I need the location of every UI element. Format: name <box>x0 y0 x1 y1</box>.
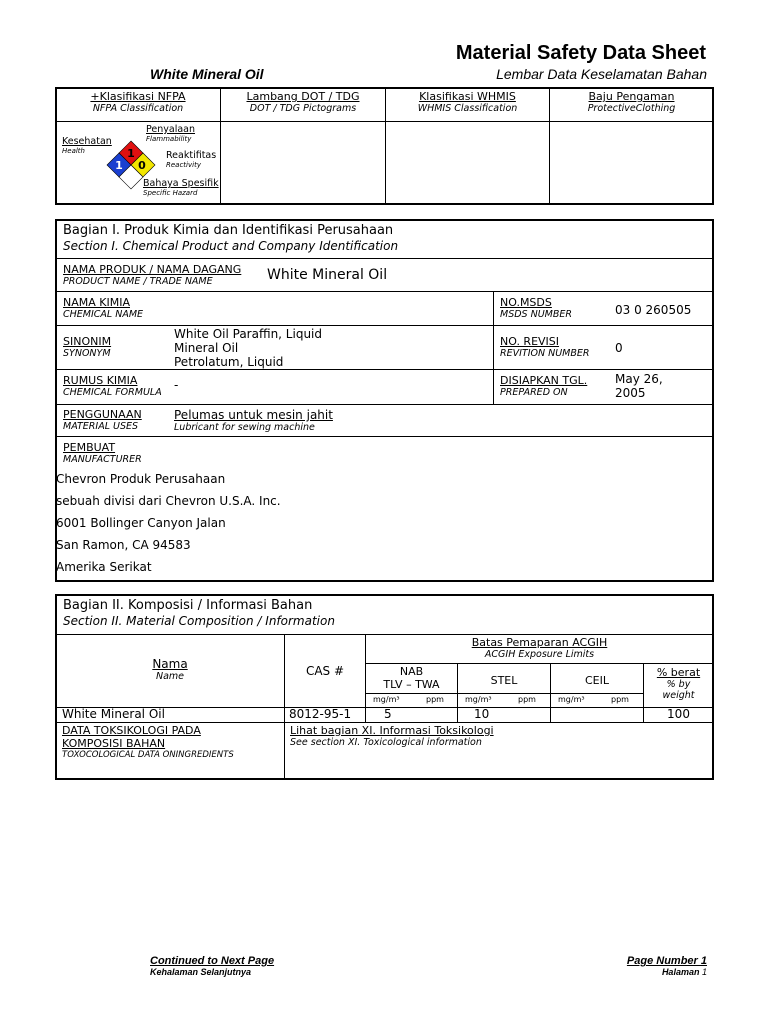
nfpa-health-value: 1 <box>115 159 123 172</box>
limits-header: Batas Pemaparan ACGIH <box>471 636 608 649</box>
ppe-label: Baju Pengaman <box>588 90 675 103</box>
tox-value: Lihat bagian XI. Informasi Toksikologi <box>290 724 494 737</box>
name-header-sub: Name <box>155 671 185 682</box>
formula-label: RUMUS KIMIA <box>63 374 138 387</box>
prepared-label: DISIAPKAN TGL. <box>500 374 588 387</box>
nfpa-specific-label: Bahaya Spesifik <box>143 178 219 189</box>
manufacturer-label: PEMBUAT <box>63 441 116 454</box>
page-sub-label: Halaman <box>661 967 700 977</box>
revision-label: NO. REVISI <box>500 335 560 348</box>
tox-label: KOMPOSISI BAHAN <box>62 737 166 750</box>
name-header: Nama <box>152 657 188 671</box>
prepared-sub: PREPARED ON <box>500 387 568 398</box>
manufacturer-line: San Ramon, CA 94583 <box>56 538 191 552</box>
continued-sub: Kehalaman Selanjutnya <box>150 967 252 977</box>
cas-header: CAS # <box>305 664 345 678</box>
synonym-value: Petrolatum, Liquid <box>174 355 284 369</box>
section1-subtitle: Section I. Chemical Product and Company Identification <box>63 239 399 253</box>
component-tlv-mg: 5 <box>384 707 392 721</box>
product-name-value: White Mineral Oil <box>267 267 388 283</box>
nfpa-reactivity-value: 0 <box>138 159 146 172</box>
msds-sub: MSDS NUMBER <box>500 309 572 320</box>
unit-ppm: ppm <box>611 695 629 704</box>
product-name-label: NAMA PRODUK / NAMA DAGANG <box>63 263 242 276</box>
tlv-header: TLV – TWA <box>383 678 440 691</box>
manufacturer-sub: MANUFACTURER <box>63 454 142 465</box>
synonym-label: SINONIM <box>63 335 112 348</box>
synonym-sub: SYNONYM <box>63 348 111 359</box>
limits-header-sub: ACGIH Exposure Limits <box>484 649 595 660</box>
chem-name-sub: CHEMICAL NAME <box>63 309 144 320</box>
weight-header-sub: % by <box>666 679 691 690</box>
nfpa-flammability-sub: Flammability <box>146 135 192 143</box>
unit-ppm: ppm <box>426 695 444 704</box>
document-subtitle: Lembar Data Keselamatan Bahan <box>496 66 707 82</box>
nfpa-reactivity-label: Reaktifitas <box>166 150 217 161</box>
msds-value: 03 0 260505 <box>615 303 692 317</box>
component-stel-mg: 10 <box>474 707 490 721</box>
uses-sub: MATERIAL USES <box>63 421 139 432</box>
nfpa-reactivity-sub: Reactivity <box>166 161 201 169</box>
dot-label: Lambang DOT / TDG <box>246 90 360 103</box>
section2-subtitle: Section II. Material Composition / Information <box>63 614 335 628</box>
stel-header: STEL <box>490 674 518 687</box>
manufacturer-line: Amerika Serikat <box>56 560 152 574</box>
ppe-sub: ProtectiveClothing <box>587 103 676 114</box>
unit-mg: mg/m³ <box>558 695 585 704</box>
continued-label: Continued to Next Page <box>150 955 275 967</box>
manufacturer-line: Chevron Produk Perusahaan <box>56 472 226 486</box>
chem-name-label: NAMA KIMIA <box>63 296 130 309</box>
section2-title: Bagian II. Komposisi / Informasi Bahan <box>63 598 313 613</box>
uses-value-en: Lubricant for sewing machine <box>174 422 315 433</box>
nfpa-health-sub: Health <box>62 147 85 155</box>
uses-value: Pelumas untuk mesin jahit <box>174 408 333 422</box>
formula-value: - <box>174 378 179 392</box>
nfpa-specific-sub: Specific Hazard <box>143 189 198 197</box>
nfpa-flammability-label: Penyalaan <box>146 124 196 135</box>
nab-header: NAB <box>399 665 424 678</box>
tox-label: DATA TOKSIKOLOGI PADA <box>62 724 201 737</box>
tox-value-en: See section XI. Toxicological information <box>290 737 482 748</box>
manufacturer-line: 6001 Bollinger Canyon Jalan <box>56 516 226 530</box>
component-name: White Mineral Oil <box>62 707 165 721</box>
nfpa-sub: NFPA Classification <box>92 103 184 114</box>
revision-sub: REVITION NUMBER <box>500 348 590 359</box>
ceil-header: CEIL <box>584 674 609 687</box>
page-sub-num: 1 <box>701 967 707 977</box>
page-number-sub <box>627 967 707 977</box>
prepared-value: May 26, <box>615 372 663 386</box>
prepared-value: 2005 <box>615 386 646 400</box>
component-cas: 8012-95-1 <box>289 707 352 721</box>
revision-value: 0 <box>615 341 623 355</box>
msds-label: NO.MSDS <box>500 296 552 309</box>
whmis-sub: WHMIS Classification <box>417 103 518 114</box>
nfpa-flammability-value: 1 <box>127 147 135 160</box>
manufacturer-line: sebuah divisi dari Chevron U.S.A. Inc. <box>56 494 281 508</box>
formula-sub: CHEMICAL FORMULA <box>63 387 162 398</box>
weight-header-sub: weight <box>662 690 695 701</box>
whmis-label: Klasifikasi WHMIS <box>419 90 516 103</box>
section1-title: Bagian I. Produk Kimia dan Identifikasi Perusahaan <box>63 223 394 238</box>
product-name-sub: PRODUCT NAME / TRADE NAME <box>63 276 213 287</box>
product-heading: White Mineral Oil <box>150 66 264 82</box>
page-number: Page Number 1 <box>626 955 707 967</box>
synonym-value: White Oil Paraffin, Liquid <box>174 327 323 341</box>
unit-ppm: ppm <box>518 695 536 704</box>
nfpa-label: +Klasifikasi NFPA <box>90 90 186 103</box>
weight-header: % berat <box>656 666 701 679</box>
unit-mg: mg/m³ <box>373 695 400 704</box>
dot-sub: DOT / TDG Pictograms <box>249 103 357 114</box>
document-title: Material Safety Data Sheet <box>455 42 706 64</box>
unit-mg: mg/m³ <box>465 695 492 704</box>
uses-label: PENGGUNAAN <box>63 408 142 421</box>
nfpa-health-label: Kesehatan <box>62 136 112 147</box>
synonym-value: Mineral Oil <box>174 341 239 355</box>
component-weight: 100 <box>667 707 690 721</box>
tox-sub: TOXOCOLOGICAL DATA ONINGREDIENTS <box>62 750 234 760</box>
